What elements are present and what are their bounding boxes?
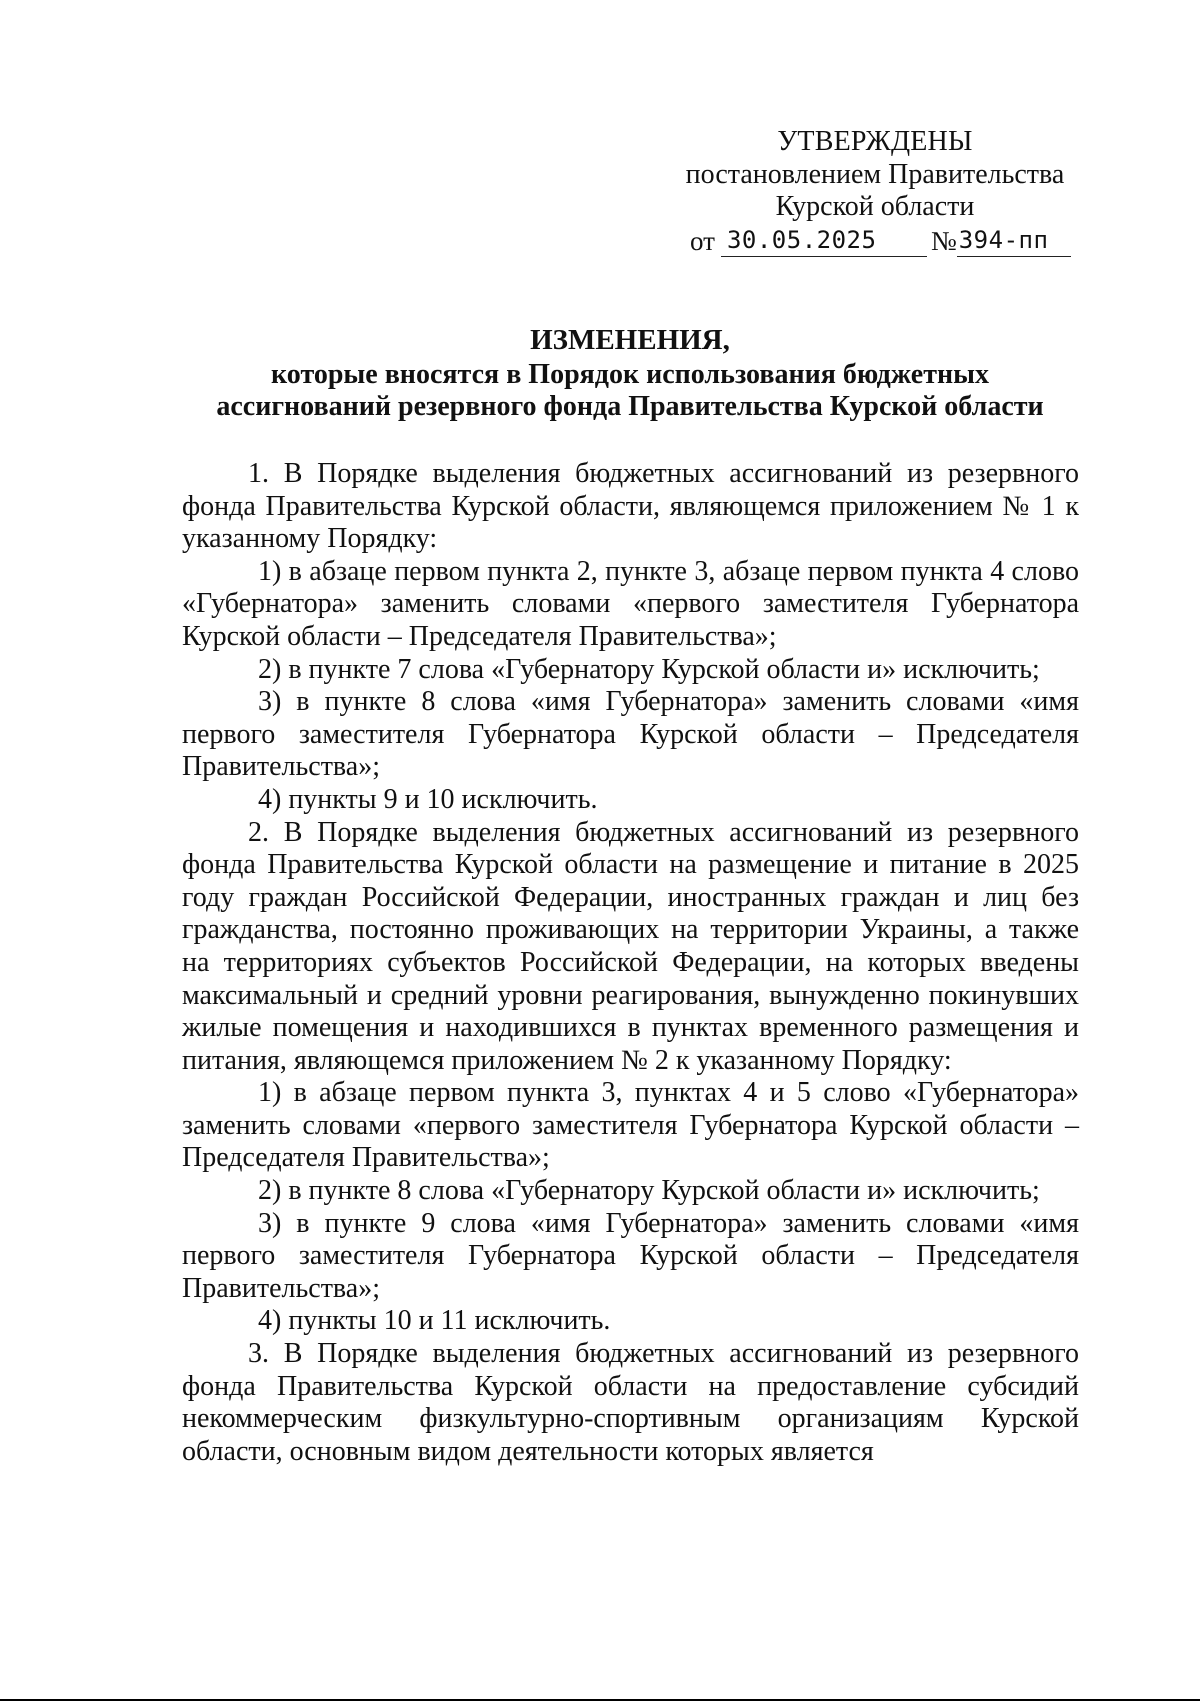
section-3: 3. В Порядке выделения бюджетных ассигнований из резервного фонда Правительства Курской области на предоставление субсидий некоммерческим физкультурно-спортивным организациям Курской области, основным видом деятельности которых является <box>182 1338 1079 1467</box>
section-1: 1. В Порядке выделения бюджетных ассигнований из резервного фонда Правительства Курской области, являющемся приложением № 1 к указанному Порядку: <box>182 458 1079 555</box>
heading-line-3: ассигнований резервного фонда Правительства Курской области <box>216 391 1044 422</box>
heading-title: ИЗМЕНЕНИЯ, <box>530 324 730 356</box>
heading-line-2: которые вносятся в Порядок использования бюджетных <box>271 358 989 390</box>
date-prefix: от <box>690 225 715 256</box>
section-1-item-4: 4) пункты 9 и 10 исключить. <box>258 783 598 815</box>
section-2-item-4: 4) пункты 10 и 11 исключить. <box>258 1305 611 1337</box>
section-2-item-2: 2) в пункте 8 слова «Губернатору Курской области и» исключить; <box>258 1175 1040 1207</box>
approval-line-2: Курской области <box>775 191 975 222</box>
number-sign: № <box>930 225 957 256</box>
approval-date-number-line <box>670 224 1080 258</box>
document-body <box>182 458 1079 1468</box>
approval-number: 394-пп <box>957 224 1071 258</box>
section-1-item-1: 1) в абзаце первом пункта 2, пункте 3, абзаце первом пункта 4 слово «Губернатора» заменить словами «первого заместителя Губернатора Курской области – Председателя Правительства»; <box>182 555 1079 652</box>
approval-line-1: постановлением Правительства <box>685 158 1065 190</box>
approval-stamp <box>670 126 1080 257</box>
section-2-item-1: 1) в абзаце первом пункта 3, пунктах 4 и 5 слово «Губернатора» заменить словами «первого заместителя Губернатора Курской области – Председателя Правительства»; <box>182 1077 1079 1174</box>
approval-title: УТВЕРЖДЕНЫ <box>777 126 973 157</box>
document-heading <box>182 324 1078 424</box>
section-1-item-3: 3) в пункте 8 слова «имя Губернатора» заменить словами «имя первого заместителя Губернатора Курской области – Председателя Правительства»; <box>182 686 1079 783</box>
section-1-item-2: 2) в пункте 7 слова «Губернатору Курской области и» исключить; <box>258 653 1040 685</box>
section-2-item-3: 3) в пункте 9 слова «имя Губернатора» заменить словами «имя первого заместителя Губернатора Курской области – Председателя Правительства»; <box>182 1207 1079 1304</box>
approval-date: 30.05.2025 <box>721 224 927 258</box>
section-2: 2. В Порядке выделения бюджетных ассигнований из резервного фонда Правительства Курской области на размещение и питание в 2025 году граждан Российской Федерации, иностранных граждан и лиц без гражданства, постоянно проживающих на территории Украины, а также на территориях субъектов Российской Федерации, на которых введены максимальный и средний уровни реагирования, вынужденно покинувших жилые помещения и находившихся в пунктах временного размещения и питания, являющемся приложением № 2 к указанному Порядку: <box>182 816 1079 1076</box>
